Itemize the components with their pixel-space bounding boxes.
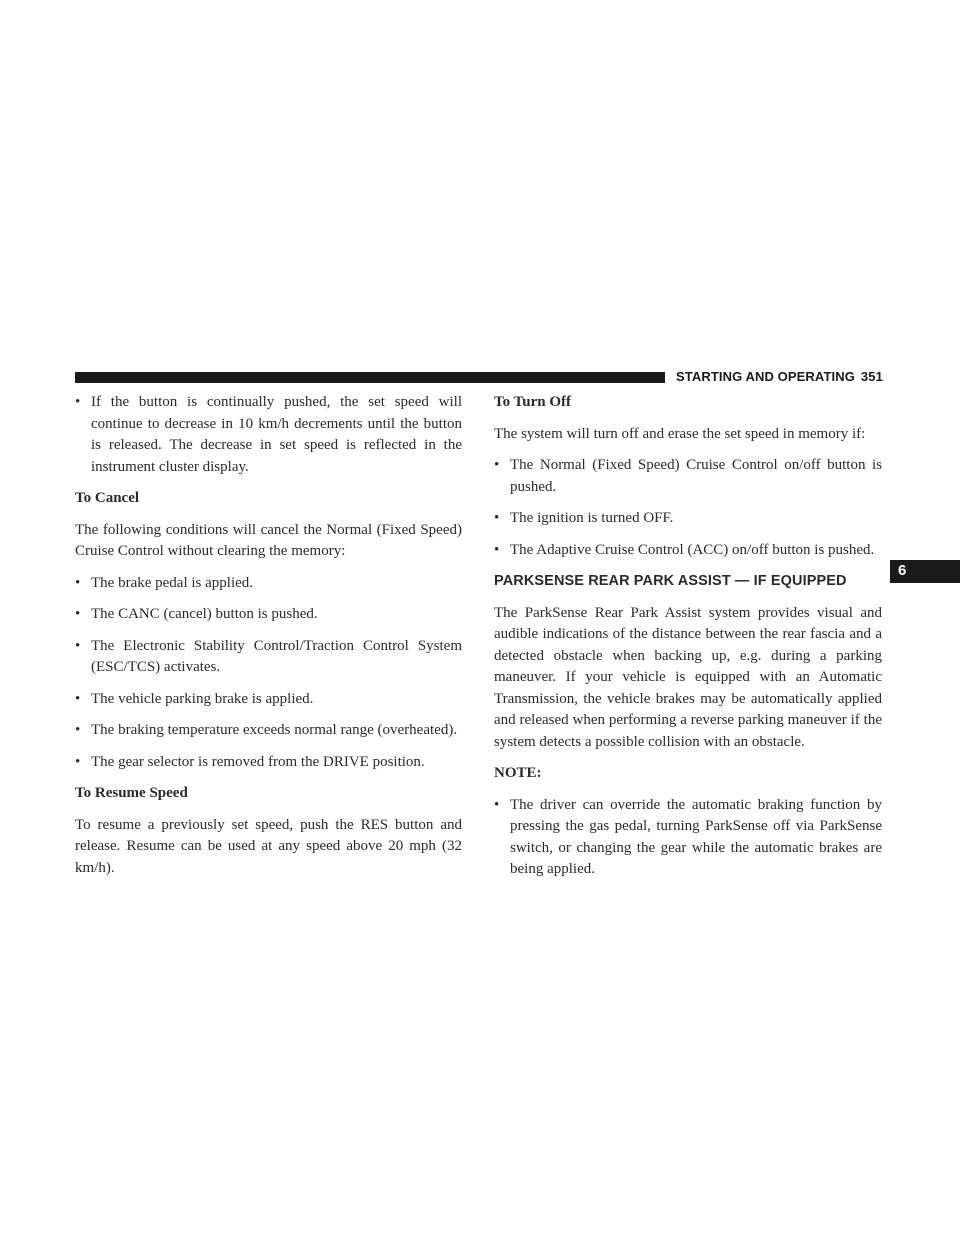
list-item — [75, 752, 462, 774]
bullet-icon: • — [494, 541, 500, 558]
list-item-text: The gear selector is removed from the DRIVE position. — [91, 753, 425, 770]
list-item — [75, 689, 462, 711]
list-item — [75, 392, 462, 478]
chapter-tab — [890, 560, 960, 583]
note-list — [494, 795, 882, 881]
running-header — [676, 369, 883, 384]
section-title: STARTING AND OPERATING — [676, 369, 855, 384]
list-item-text: The Adaptive Cruise Control (ACC) on/off button is pushed. — [510, 541, 875, 558]
bullet-icon: • — [75, 637, 81, 654]
list-item-text: The Electronic Stability Control/Traction Control System (ESC/TCS) activates. — [91, 637, 462, 675]
cancel-heading: To Cancel — [75, 490, 140, 506]
list-item — [494, 540, 882, 562]
list-item-text: The braking temperature exceeds normal range (overheated). — [91, 722, 458, 738]
cancel-list — [75, 573, 462, 774]
bullet-icon: • — [494, 796, 500, 813]
note-heading: NOTE: — [494, 765, 542, 781]
list-item — [75, 573, 462, 595]
resume-text: To resume a previously set speed, push the RES button and release. Resume can be used at any speed above 20 mph (32 km/h). — [75, 816, 462, 876]
list-item — [494, 455, 882, 498]
bullet-icon: • — [75, 394, 81, 410]
list-item — [494, 508, 882, 530]
parksense-text: The ParkSense Rear Park Assist system provides visual and audible indications of the distance between the rear fascia and a detected obstacle when backing up, e.g. during a parking maneuver. If your vehicle is equipped with an Automatic Transmission, the vehicle brakes may be automatically applied and released when performing a reverse parking maneuver if the system detects a possible collision with an obstacle. — [494, 604, 882, 750]
right-column — [494, 392, 882, 891]
header-rule — [75, 372, 665, 383]
list-item — [75, 604, 462, 626]
continued-bullet-list — [75, 392, 462, 478]
bullet-icon: • — [75, 753, 81, 770]
list-item-text: The driver can override the automatic braking function by pressing the gas pedal, turning ParkSense off via ParkSense switch, or changing the gear while the automatic brakes are being applied. — [510, 796, 882, 877]
bullet-icon: • — [75, 574, 81, 591]
bullet-icon: • — [75, 722, 81, 738]
bullet-icon: • — [75, 690, 81, 707]
bullet-icon: • — [75, 606, 81, 622]
turn-off-intro: The system will turn off and erase the set speed in memory if: — [494, 425, 866, 442]
list-item-text: The CANC (cancel) button is pushed. — [91, 606, 318, 622]
chapter-number: 6 — [898, 562, 907, 579]
list-item — [75, 720, 462, 742]
bullet-icon: • — [494, 457, 500, 473]
list-item-text: The brake pedal is applied. — [91, 574, 254, 591]
bullet-icon: • — [494, 510, 500, 526]
list-item — [494, 795, 882, 881]
turn-off-heading: To Turn Off — [494, 394, 571, 410]
left-column — [75, 392, 462, 889]
list-item — [75, 636, 462, 679]
page-number: 351 — [860, 369, 883, 384]
list-item-text: The vehicle parking brake is applied. — [91, 690, 314, 707]
turn-off-list — [494, 455, 882, 561]
list-item-text: The ignition is turned OFF. — [510, 510, 674, 526]
resume-heading: To Resume Speed — [75, 785, 188, 801]
list-item-text: The Normal (Fixed Speed) Cruise Control on/off button is pushed. — [510, 457, 882, 495]
list-item-text: If the button is continually pushed, the set speed will continue to decrease in 10 km/h decrements until the button is released. The decrease in set speed is reflected in the instrument cluster display. — [91, 394, 462, 475]
parksense-heading: PARKSENSE REAR PARK ASSIST — IF EQUIPPED — [494, 573, 847, 589]
cancel-intro: The following conditions will cancel the Normal (Fixed Speed) Cruise Control without clearing the memory: — [75, 521, 462, 559]
